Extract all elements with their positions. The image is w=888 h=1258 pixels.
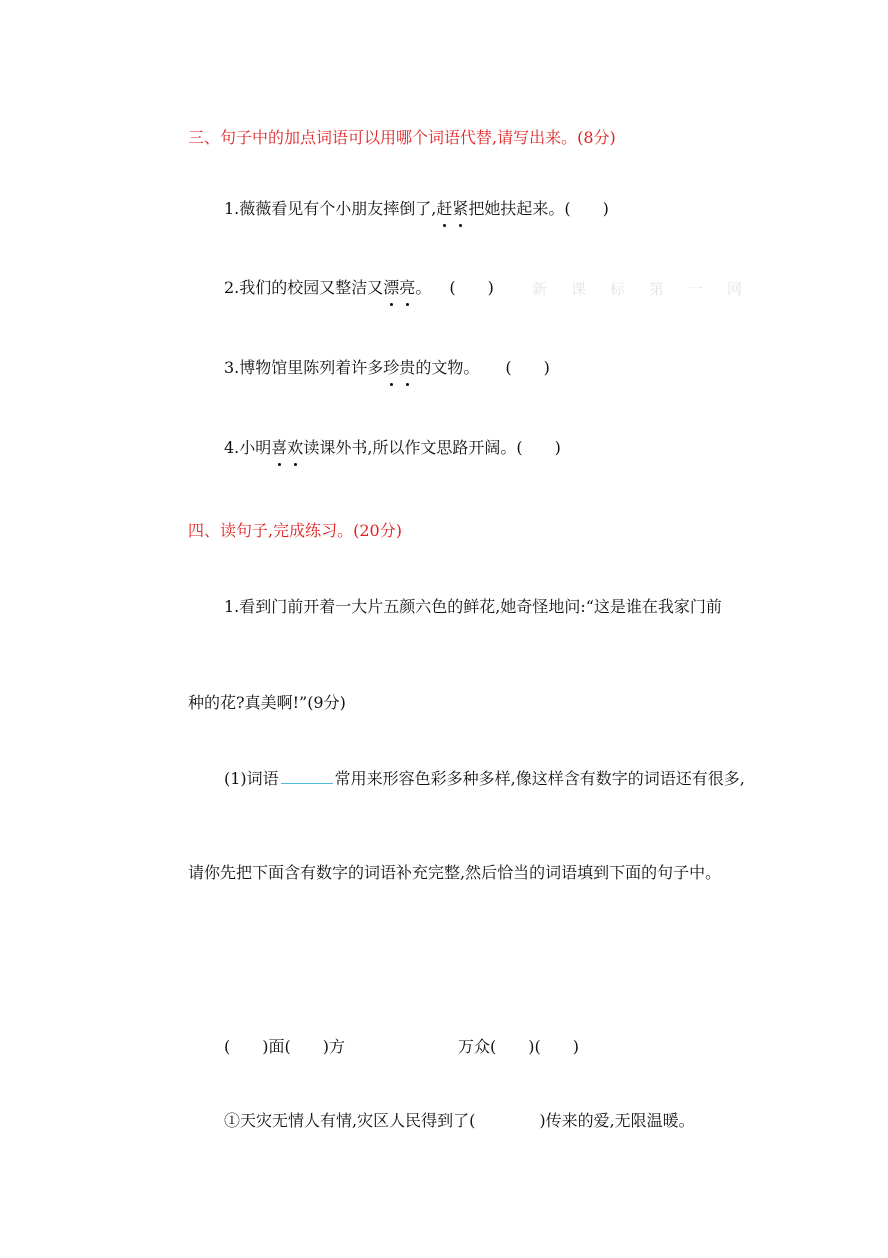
dotted-char: 亮 — [399, 278, 416, 297]
dotted-char: 赶 — [436, 199, 453, 218]
sub-question-1-line-2: 请你先把下面含有数字的词语补充完整,然后恰当的词语填到下面的句子中。 — [188, 863, 722, 882]
question-4-1-line-1: 1.看到门前开着一大片五颜六色的鲜花,她奇怪地问:“这是谁在我家门前 — [224, 597, 722, 616]
watermark-text: 新课标第一网 — [532, 280, 767, 298]
question-3-1 — [224, 198, 609, 220]
question-3-2 — [224, 277, 494, 299]
fill-phrase-right[interactable]: 万众( )( ) — [458, 1037, 579, 1056]
sub-question-text: 常用来形容色彩多种多样,像这样含有数字的词语还有很多, — [334, 769, 745, 788]
answer-blank[interactable]: ( ) — [449, 278, 494, 297]
question-text: 3.博物馆里陈列着许多 — [224, 358, 384, 377]
dotted-char: 珍 — [383, 358, 400, 377]
question-text: 4.小明 — [224, 438, 272, 457]
question-text: 2.我们的校园又整洁又 — [224, 278, 384, 297]
sub-question-text: (1)词语 — [224, 769, 279, 788]
question-4-1-line-2: 种的花?真美啊!”(9分) — [188, 693, 346, 712]
section-3-title: 三、句子中的加点词语可以用哪个词语代替,请写出来。(8分) — [188, 128, 616, 147]
question-3-4 — [224, 437, 561, 459]
dotted-char: 喜 — [271, 438, 288, 457]
fill-phrase-left[interactable]: ( )面( )方 — [224, 1037, 345, 1056]
dotted-char: 紧 — [452, 199, 469, 218]
answer-underline[interactable] — [281, 767, 333, 784]
question-text: 把她扶起来。 — [468, 199, 565, 218]
question-3-3 — [224, 357, 550, 379]
dotted-char: 贵 — [399, 358, 416, 377]
fill-sentence-1: ①天灾无情人有情,灾区人民得到了( )传来的爱,无限温暖。 — [224, 1111, 695, 1130]
dotted-char: 漂 — [383, 278, 400, 297]
answer-blank[interactable]: ( ) — [505, 358, 550, 377]
answer-blank[interactable]: ( ) — [516, 438, 561, 457]
answer-blank[interactable]: ( ) — [564, 199, 609, 218]
section-4-title: 四、读句子,完成练习。(20分) — [188, 521, 402, 540]
question-text: 1.薇薇看见有个小朋友摔倒了, — [224, 199, 437, 218]
question-text: 读课外书,所以作文思路开阔。 — [303, 438, 517, 457]
dotted-char: 欢 — [287, 438, 304, 457]
sub-question-1-line-1 — [224, 767, 745, 790]
question-text: 的文物。 — [415, 358, 480, 377]
question-text: 。 — [415, 278, 432, 297]
